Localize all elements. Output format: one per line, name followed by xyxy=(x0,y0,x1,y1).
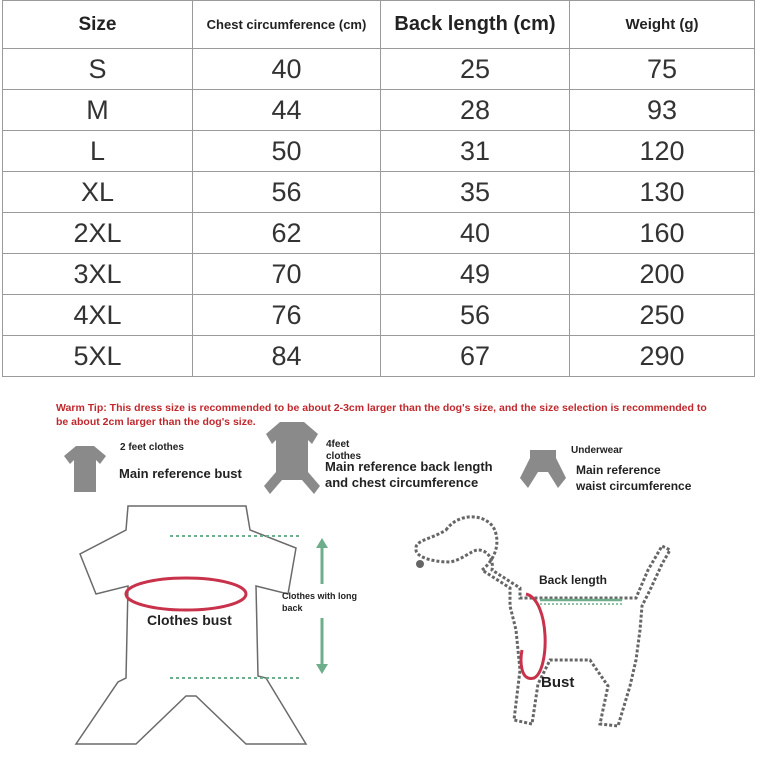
four-feet-suit-icon xyxy=(262,420,322,498)
cell-size: 2XL xyxy=(3,213,193,254)
cell-size: 3XL xyxy=(3,254,193,295)
cell-chest: 70 xyxy=(193,254,381,295)
table-row xyxy=(3,213,755,254)
cell-chest: 84 xyxy=(193,336,381,377)
two-feet-desc: Main reference bust xyxy=(119,466,242,481)
header-weight: Weight (g) xyxy=(570,1,755,49)
four-feet-title-line2: clothes xyxy=(326,451,362,462)
two-feet-shirt-icon xyxy=(62,444,108,494)
four-feet-desc-line1: Main reference back length xyxy=(325,459,493,474)
cell-chest: 40 xyxy=(193,49,381,90)
cell-size: L xyxy=(3,131,193,172)
table-row xyxy=(3,295,755,336)
underwear-desc-line2: waist circumference xyxy=(576,479,692,493)
underwear-desc-line1: Main reference xyxy=(576,463,661,477)
cell-back-length: 56 xyxy=(381,295,570,336)
header-chest: Chest circumference (cm) xyxy=(193,1,381,49)
cell-back-length: 67 xyxy=(381,336,570,377)
table-header-row xyxy=(3,1,755,49)
dog-back-length-label: Back length xyxy=(539,573,608,587)
dog-bust-label: Bust xyxy=(541,674,575,691)
warm-tip-text: Warm Tip: This dress size is recommended to be about 2-3cm larger than the dog's size, and the size selection is recommended to be about 2cm larger than the dog's size. xyxy=(56,402,707,428)
cell-back-length: 49 xyxy=(381,254,570,295)
cell-size: XL xyxy=(3,172,193,213)
cell-weight: 290 xyxy=(570,336,755,377)
four-feet-title-line1: 4feet xyxy=(326,439,350,450)
cell-chest: 50 xyxy=(193,131,381,172)
underwear-icon xyxy=(518,448,568,494)
table-row xyxy=(3,172,755,213)
dog-bust-ring xyxy=(521,594,545,678)
cell-chest: 62 xyxy=(193,213,381,254)
cell-weight: 130 xyxy=(570,172,755,213)
dog-measure-diagram xyxy=(400,510,690,750)
cell-back-length: 35 xyxy=(381,172,570,213)
cell-size: M xyxy=(3,90,193,131)
cell-weight: 200 xyxy=(570,254,755,295)
underwear-title: Underwear xyxy=(571,445,623,456)
cell-size: 4XL xyxy=(3,295,193,336)
clothes-bust-label: Clothes bust xyxy=(147,612,232,628)
clothes-back-label-line2: back xyxy=(282,603,303,613)
cell-weight: 75 xyxy=(570,49,755,90)
cell-back-length: 31 xyxy=(381,131,570,172)
cell-chest: 56 xyxy=(193,172,381,213)
four-feet-desc-line2: and chest circumference xyxy=(325,475,479,490)
cell-back-length: 28 xyxy=(381,90,570,131)
size-chart-table xyxy=(2,0,755,377)
table-row xyxy=(3,49,755,90)
cell-weight: 160 xyxy=(570,213,755,254)
table-row xyxy=(3,90,755,131)
cell-size: 5XL xyxy=(3,336,193,377)
cell-chest: 76 xyxy=(193,295,381,336)
clothes-back-label-line1: Clothes with long xyxy=(282,591,357,601)
dog-eye xyxy=(416,560,424,568)
header-back-length: Back length (cm) xyxy=(381,1,570,49)
table-row xyxy=(3,131,755,172)
table-row xyxy=(3,254,755,295)
cell-weight: 93 xyxy=(570,90,755,131)
two-feet-title: 2 feet clothes xyxy=(120,442,184,453)
cell-weight: 250 xyxy=(570,295,755,336)
cell-back-length: 40 xyxy=(381,213,570,254)
cell-back-length: 25 xyxy=(381,49,570,90)
table-row xyxy=(3,336,755,377)
cell-size: S xyxy=(3,49,193,90)
cell-chest: 44 xyxy=(193,90,381,131)
cell-weight: 120 xyxy=(570,131,755,172)
header-size: Size xyxy=(3,1,193,49)
